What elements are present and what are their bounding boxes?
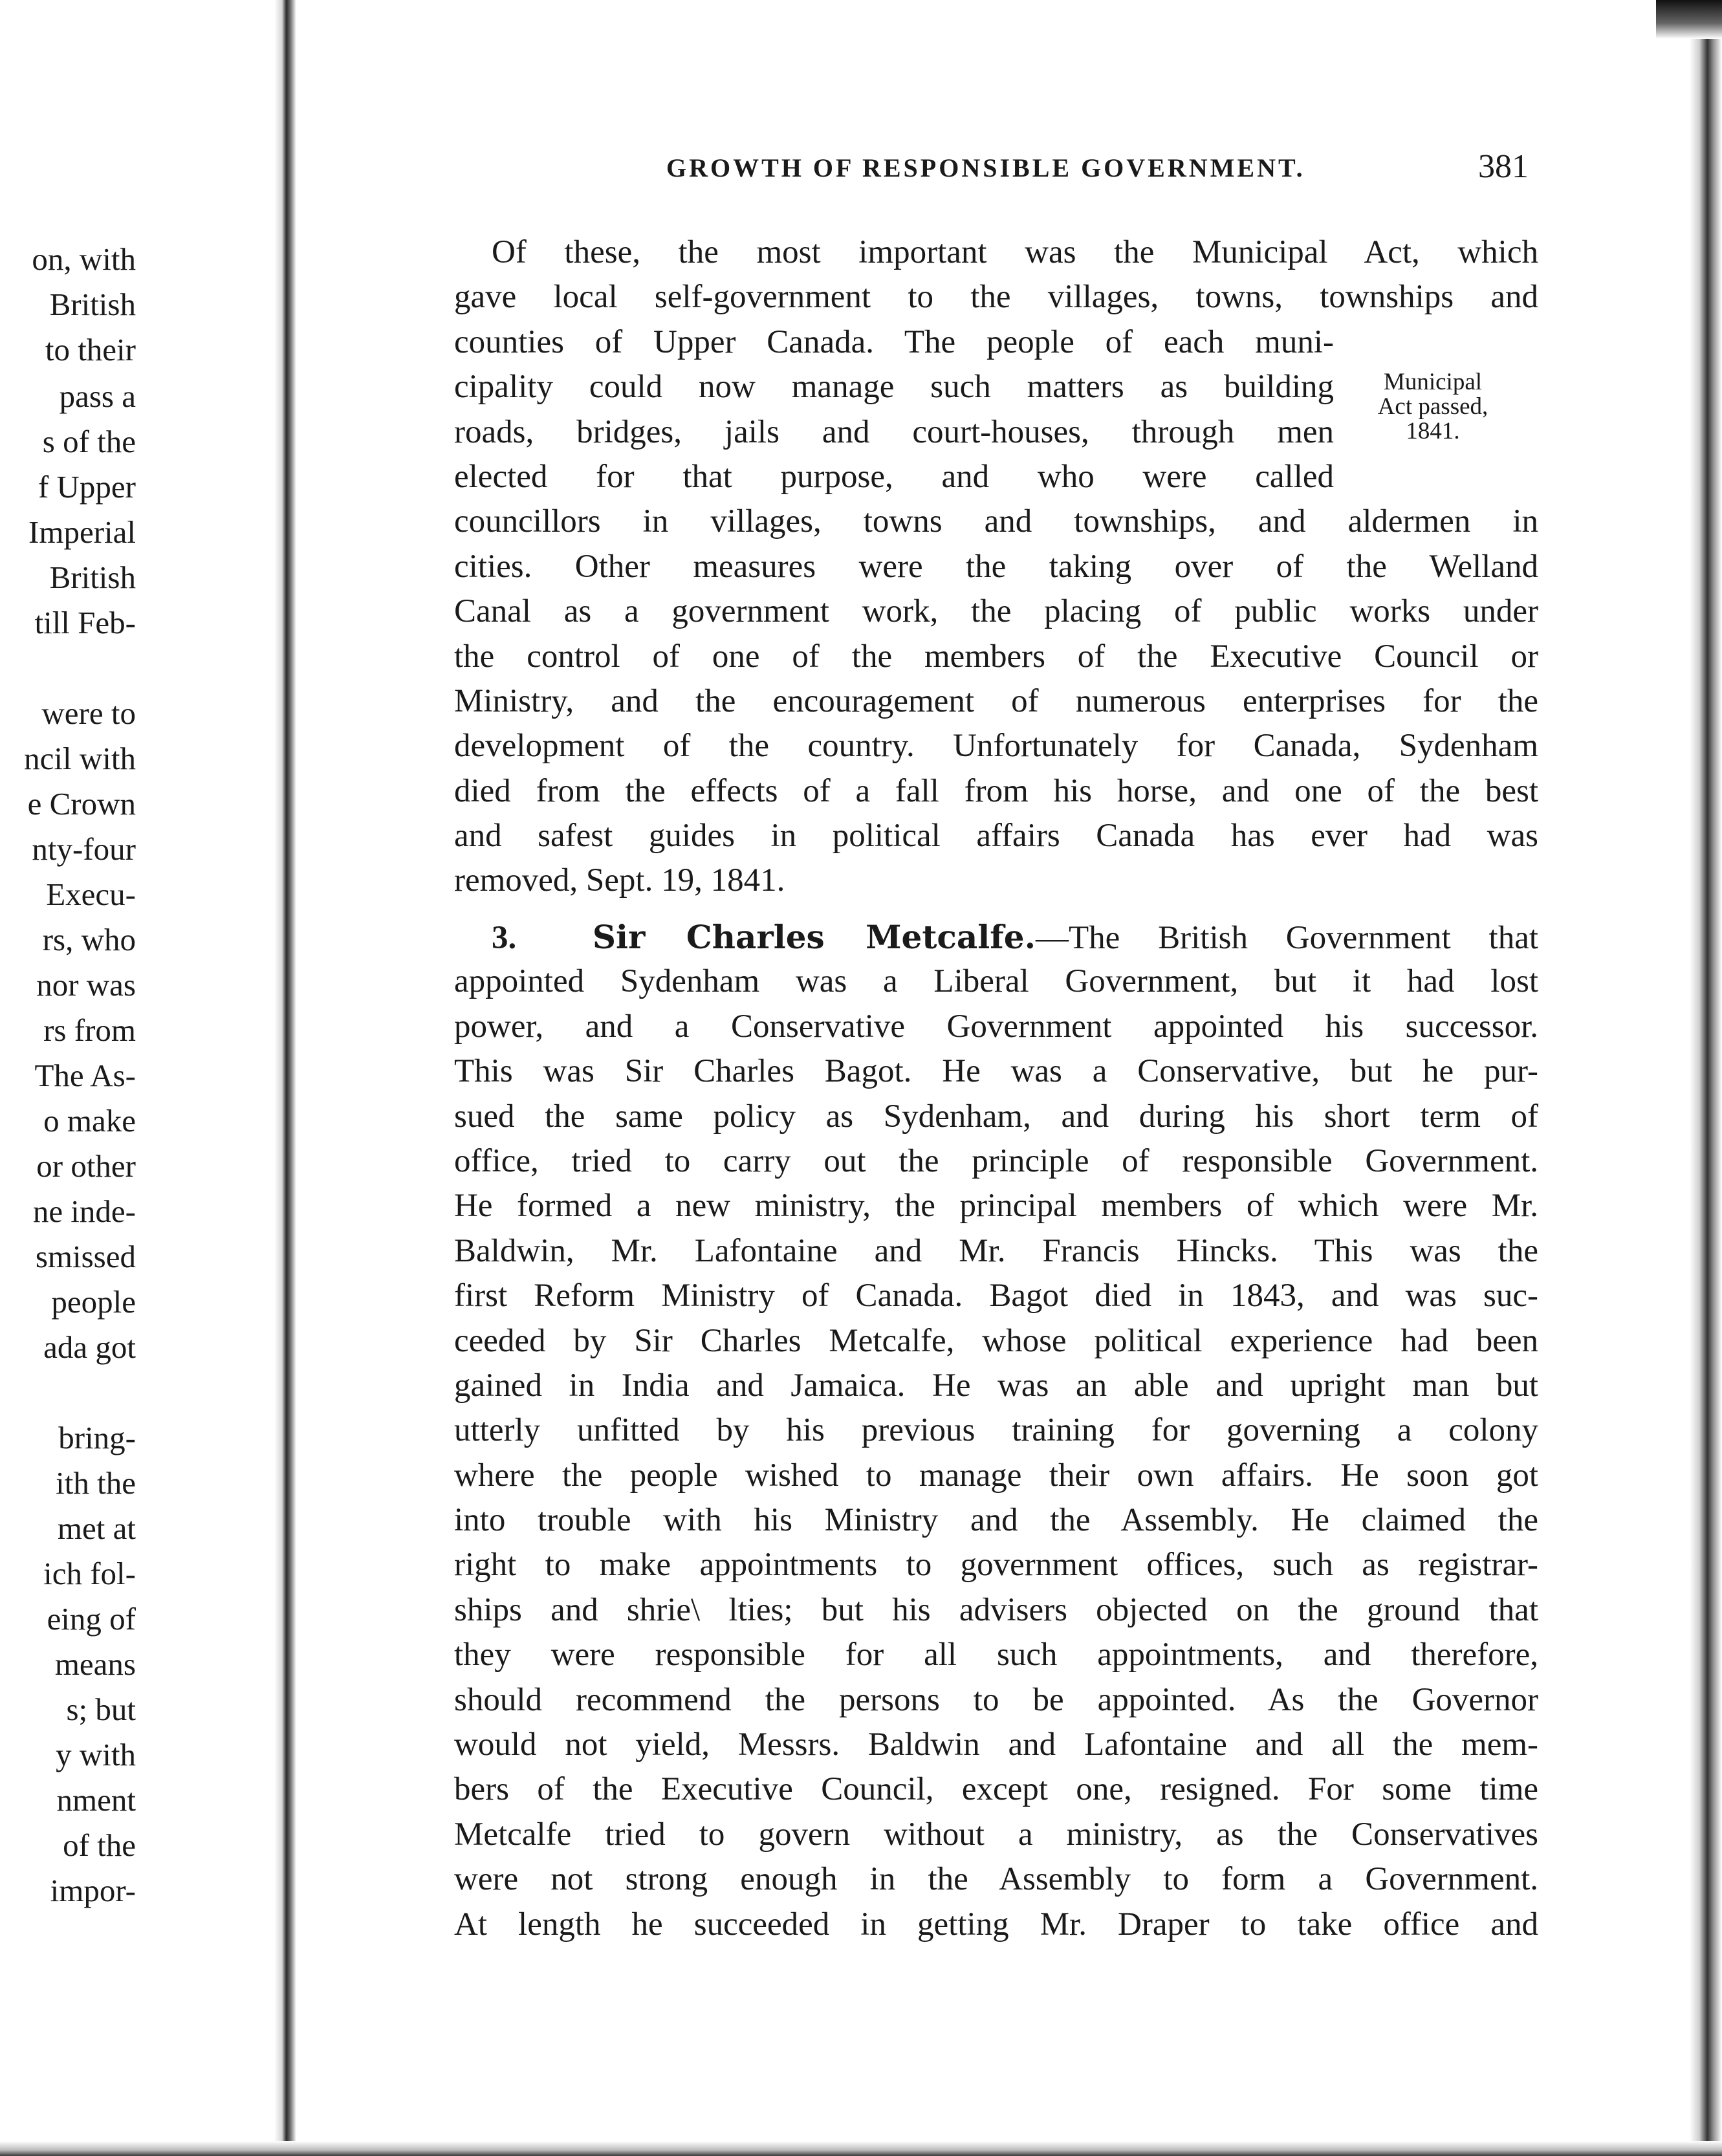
left-page-line: The As- <box>34 1058 136 1093</box>
text-line: first Reform Ministry of Canada. Bagot died in 1843, and was suc- <box>454 1278 1538 1314</box>
text-line: counties of Upper Canada. The people of each muni- <box>454 323 1334 360</box>
left-page-line: of the <box>63 1827 136 1863</box>
left-page-line: British <box>49 287 136 322</box>
text-line: Canal as a government work, the placing of public works under <box>454 593 1538 630</box>
left-page-line: bring- <box>58 1420 136 1455</box>
text-line: ceeded by Sir Charles Metcalfe, whose political experience had been <box>454 1322 1538 1359</box>
section-heading-line <box>454 915 1538 959</box>
text-line: bers of the Executive Council, except one, resigned. For some time <box>454 1771 1538 1808</box>
text-line: ships and shrie\ lties; but his advisers objected on the ground that <box>454 1591 1538 1628</box>
page-bottom-shadow <box>0 2141 1722 2156</box>
left-page-line: Imperial <box>28 514 136 550</box>
text-line: appointed Sydenham was a Liberal Government, but it had lost <box>454 963 1538 1000</box>
left-page-line: s; but <box>66 1692 136 1727</box>
text-line: would not yield, Messrs. Baldwin and Lafontaine and all the mem- <box>454 1726 1538 1763</box>
text-line: development of the country. Unfortunately for Canada, Sydenham <box>454 728 1538 765</box>
left-page-line: or other <box>36 1148 136 1184</box>
text-line: Baldwin, Mr. Lafontaine and Mr. Francis Hincks. This was the <box>454 1232 1538 1269</box>
left-page-line: British <box>49 560 136 595</box>
text-line: cipality could now manage such matters as building <box>454 369 1334 406</box>
left-page-line: were to <box>41 695 136 731</box>
left-page-line: ncil with <box>24 741 136 776</box>
left-page-line: ith the <box>56 1465 136 1501</box>
left-page-line: nor was <box>36 967 136 1003</box>
left-page-line: Execu- <box>46 877 136 912</box>
left-page-line: people <box>51 1284 136 1320</box>
text-line: should recommend the persons to be appointed. As the Governor <box>454 1681 1538 1718</box>
text-line: cities. Other measures were the taking over of the Welland <box>454 548 1538 585</box>
left-page-line: ne inde- <box>32 1193 136 1229</box>
left-page-line: rs from <box>43 1012 136 1048</box>
text-line: sued the same policy as Sydenham, and during his short term of <box>454 1098 1538 1135</box>
left-page-line: nty-four <box>32 831 136 867</box>
text-line: This was Sir Charles Bagot. He was a Conservative, but he pur- <box>454 1053 1538 1090</box>
book-gutter <box>274 0 296 2156</box>
left-page-line: f Upper <box>38 469 136 505</box>
paragraph-municipal-act <box>454 230 1538 904</box>
text-line: Metcalfe tried to govern without a ministry, as the Conservatives <box>454 1816 1538 1853</box>
text-line: power, and a Conservative Government appointed his successor. <box>454 1008 1538 1045</box>
left-page-line: means <box>54 1646 136 1682</box>
text-line: gave local self-government to the villages, towns, townships and <box>454 279 1538 316</box>
text-line: and safest guides in political affairs Canada has ever had was <box>454 818 1538 855</box>
left-page-line: eing of <box>47 1601 136 1637</box>
left-page-fragment <box>0 0 285 2156</box>
text-line: He formed a new ministry, the principal members of which were Mr. <box>454 1188 1538 1225</box>
text-line: gained in India and Jamaica. He was an able and upright man but <box>454 1367 1538 1404</box>
left-page-line: e Crown <box>27 786 136 822</box>
left-page-line: till Feb- <box>34 605 136 640</box>
page-corner-shadow <box>1656 0 1722 39</box>
section-sir-charles-metcalfe <box>454 915 1538 1947</box>
text-line: Ministry, and the encouragement of numerous enterprises for the <box>454 682 1538 719</box>
left-page-line: pass a <box>59 378 136 414</box>
text-line: roads, bridges, jails and court-houses, through men <box>454 413 1334 450</box>
text-line: the control of one of the members of the Executive Council or <box>454 638 1538 675</box>
text-line: were not strong enough in the Assembly to form a Government. <box>454 1861 1538 1898</box>
section-first-line-text: —The British Government that <box>1035 920 1539 956</box>
text-line: where the people wished to manage their own affairs. He soon got <box>454 1457 1538 1494</box>
text-line: Of these, the most important was the Municipal Act, which <box>492 234 1538 270</box>
text-line: right to make appointments to government offices, such as registrar- <box>454 1547 1538 1584</box>
text-line: elected for that purpose, and who were called <box>454 458 1334 495</box>
text-line: utterly unfitted by his previous training for governing a colony <box>454 1412 1538 1449</box>
text-line: councillors in villages, towns and townships, and aldermen in <box>454 503 1538 540</box>
text-line: removed, Sept. 19, 1841. <box>454 862 785 899</box>
marginal-note-line: 1841. <box>1406 418 1460 444</box>
text-line: into trouble with his Ministry and the Assembly. He claimed the <box>454 1502 1538 1539</box>
text-line: they were responsible for all such appointments, and therefore, <box>454 1637 1538 1673</box>
left-page-line: s of the <box>42 424 136 459</box>
left-page-line: smissed <box>35 1239 136 1274</box>
left-page-line: y with <box>56 1737 136 1772</box>
text-line: At length he succeeded in getting Mr. Draper to take office and <box>454 1906 1538 1943</box>
left-page-line: ada got <box>43 1329 136 1365</box>
left-page-line: on, with <box>32 241 136 277</box>
section-number: 3. <box>492 920 517 956</box>
page-number: 381 <box>1478 148 1529 185</box>
text-line: office, tried to carry out the principle of responsible Government. <box>454 1142 1538 1179</box>
left-page-line: ich fol- <box>43 1556 136 1591</box>
left-page-line: to their <box>45 332 136 367</box>
marginal-note-line: Act passed, <box>1377 393 1488 420</box>
page-edge-shadow <box>1690 0 1722 2156</box>
left-page-line: impor- <box>50 1873 136 1908</box>
left-page-line: met at <box>57 1510 136 1546</box>
left-page-line: nment <box>56 1782 136 1818</box>
running-head: GROWTH OF RESPONSIBLE GOVERNMENT. <box>666 153 1305 182</box>
text-line: died from the effects of a fall from his horse, and one of the best <box>454 772 1538 809</box>
left-page-line: o make <box>43 1103 136 1138</box>
section-title: Sir Charles Metcalfe. <box>592 918 1036 956</box>
marginal-note-line: Municipal <box>1383 369 1483 395</box>
left-page-line: rs, who <box>42 922 136 957</box>
